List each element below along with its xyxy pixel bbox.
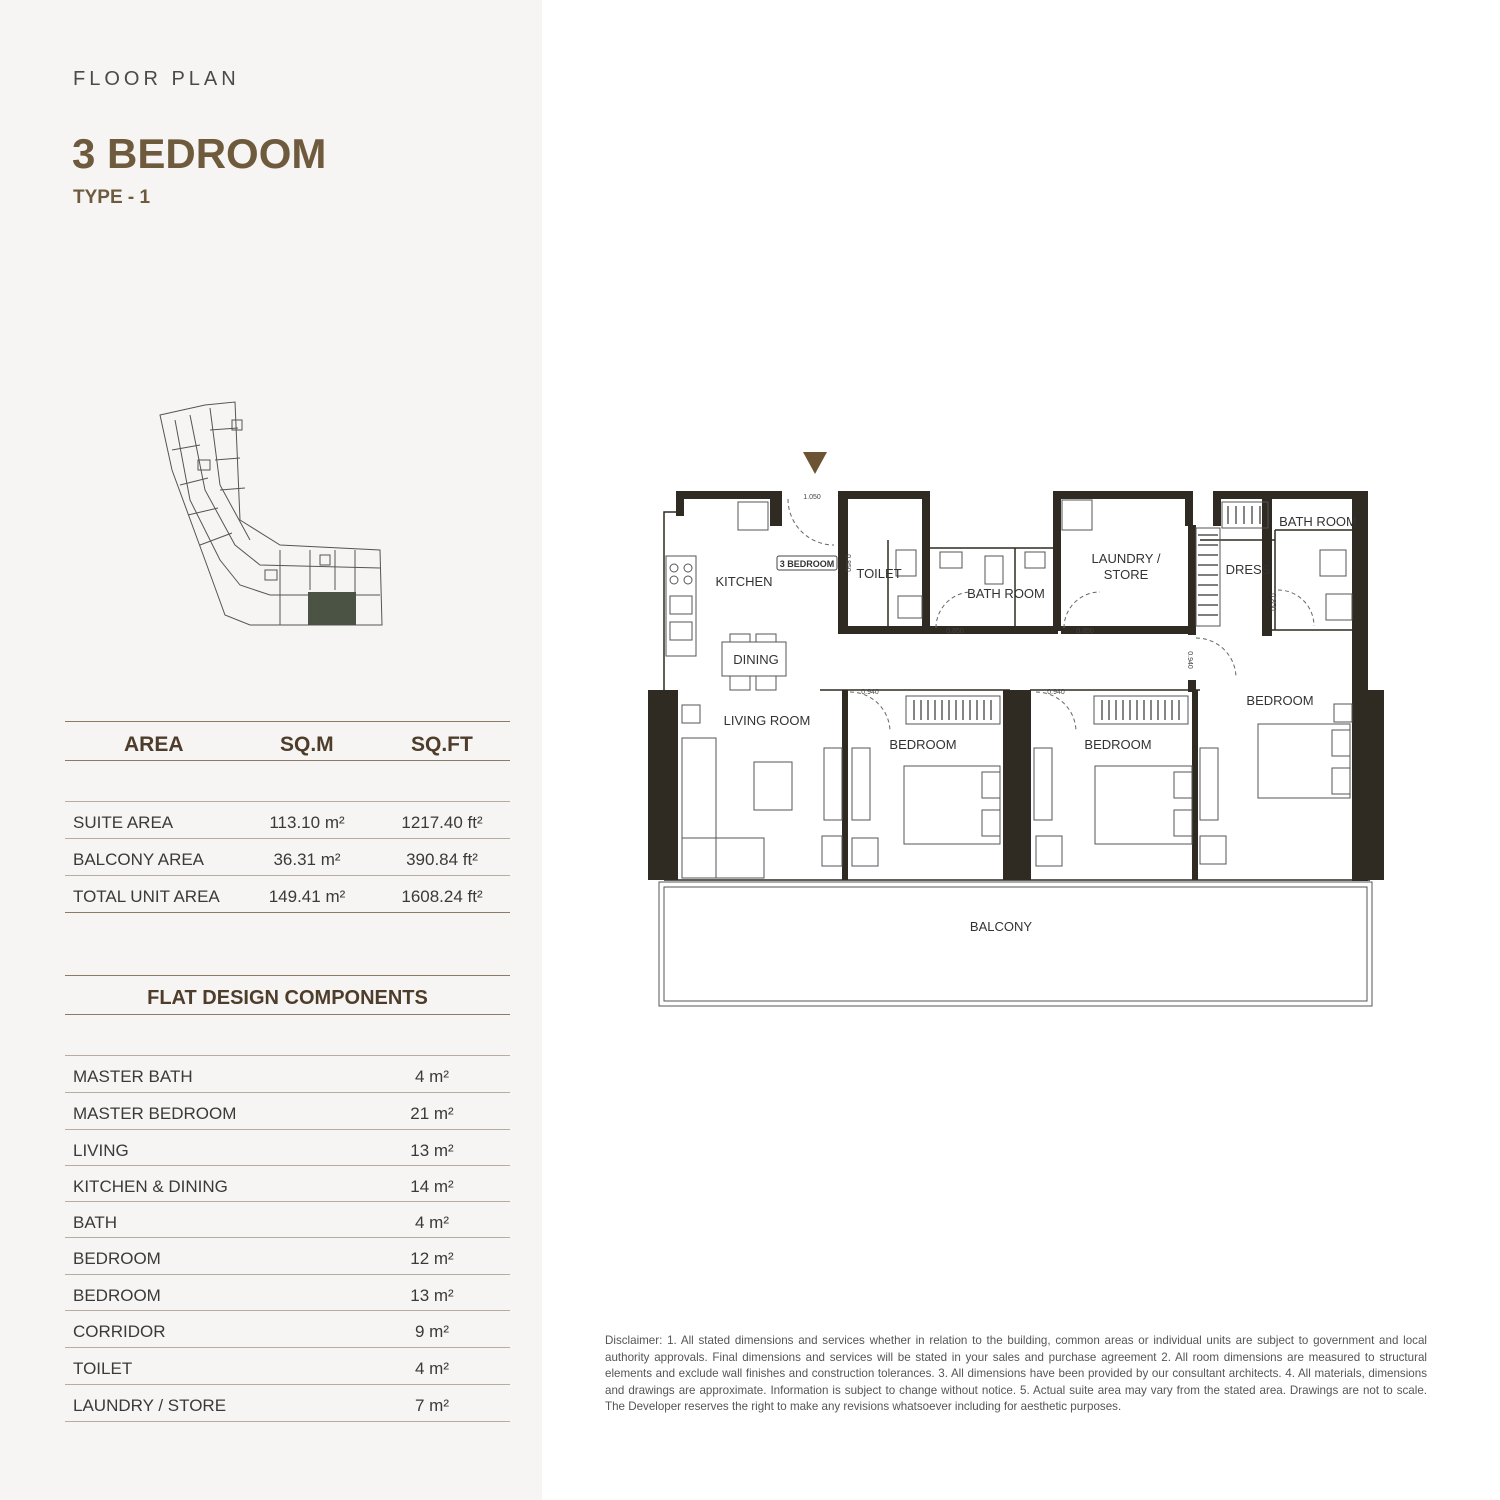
room-label-master-bath: BATH ROOM	[1279, 514, 1357, 529]
dim-entry: 1.050	[803, 494, 821, 501]
room-label-master-bedroom: BEDROOM	[1246, 693, 1314, 708]
divider	[65, 912, 510, 913]
component-label: BATH	[73, 1213, 118, 1232]
unit-type: TYPE - 1	[73, 187, 151, 208]
divider	[65, 1129, 510, 1130]
dim-toilet-door: 0.850	[844, 554, 851, 572]
divider	[65, 1092, 510, 1093]
room-label-toilet: TOILET	[856, 566, 902, 581]
area-row-label: TOTAL UNIT AREA	[73, 887, 220, 906]
component-value: 4 m²	[415, 1067, 449, 1086]
highlighted-unit	[308, 592, 356, 625]
header-area: AREA	[124, 733, 184, 756]
divider	[65, 838, 510, 839]
area-row-sqft: 1608.24 ft²	[401, 887, 483, 906]
divider	[65, 1165, 510, 1166]
room-label-living: LIVING ROOM	[723, 713, 811, 728]
area-row-sqm: 149.41 m²	[268, 887, 346, 906]
component-label: BEDROOM	[73, 1249, 161, 1268]
room-label-laundry: LAUNDRY /	[1091, 551, 1161, 566]
divider	[65, 1274, 510, 1275]
room-label-bath: BATH ROOM	[967, 586, 1045, 601]
unit-title: 3 BEDROOM	[72, 130, 327, 177]
divider	[65, 975, 510, 976]
divider	[65, 1384, 510, 1385]
disclaimer-text: Disclaimer: 1. All stated dimensions and services whether in relation to the building, common areas or individual units are subject to government and local authority approvals. Final dimensions and services will be stated in your sales and purchase agreement 2. All room dimensions are measured to structural elements and exclude wall finishes and construction tolerances. 3. All dimensions have been provided by our consultant architects. 4. All materials, dimensions and drawings are approximate. Information is subject to change without notice. 5. Actual suite area may vary from the stated area. Drawings are not to scale. The Developer reserves the right to make any revisions whatsoever including for aesthetic purposes.	[605, 1334, 1427, 1413]
walls	[648, 491, 1384, 881]
component-label: LAUNDRY / STORE	[73, 1396, 227, 1415]
component-label: TOILET	[73, 1359, 133, 1378]
divider	[65, 1310, 510, 1311]
components-title: FLAT DESIGN COMPONENTS	[147, 987, 428, 1009]
component-label: MASTER BATH	[73, 1067, 193, 1086]
component-value: 9 m²	[415, 1322, 449, 1341]
component-label: KITCHEN & DINING	[73, 1177, 228, 1196]
dim-bed2-door: 0.940	[1047, 689, 1065, 696]
area-row-sqm: 113.10 m²	[269, 813, 345, 832]
divider	[65, 760, 510, 761]
component-value: 4 m²	[415, 1359, 449, 1378]
room-label-bedroom-1: BEDROOM	[889, 737, 957, 752]
room-label-dress: DRESS	[1225, 562, 1271, 577]
component-value: 13 m²	[410, 1286, 454, 1305]
dim-bath-door: 0.850	[946, 628, 964, 635]
dim-dress-door: 0.850	[1269, 593, 1276, 611]
unit-tag-label: 3 BEDROOM	[779, 559, 835, 569]
dim-corridor-door: 0.940	[1186, 651, 1193, 669]
component-value: 14 m²	[410, 1177, 454, 1196]
divider	[65, 801, 510, 802]
entrance-marker-icon	[803, 452, 827, 474]
component-value: 21 m²	[410, 1104, 454, 1123]
area-row-label: BALCONY AREA	[73, 850, 205, 869]
room-label-bedroom-2: BEDROOM	[1084, 737, 1152, 752]
divider	[65, 1201, 510, 1202]
area-row-sqft: 1217.40 ft²	[401, 813, 483, 832]
component-label: LIVING	[73, 1141, 129, 1160]
divider	[65, 875, 510, 876]
room-label-dining: DINING	[733, 652, 779, 667]
key-plan	[150, 390, 390, 640]
floor-plan	[640, 445, 1400, 1025]
component-label: MASTER BEDROOM	[73, 1104, 237, 1123]
divider	[65, 1237, 510, 1238]
component-value: 12 m²	[410, 1249, 454, 1268]
dim-bed1-door: 0.940	[861, 689, 879, 696]
header-sqm: SQ.M	[280, 733, 334, 756]
component-label: CORRIDOR	[73, 1322, 166, 1341]
area-row-sqft: 390.84 ft²	[406, 850, 478, 869]
room-label-kitchen: KITCHEN	[715, 574, 773, 589]
divider	[65, 1347, 510, 1348]
divider	[65, 1014, 510, 1015]
divider	[65, 1421, 510, 1422]
area-row-sqm: 36.31 m²	[273, 850, 341, 869]
room-label-store: STORE	[1103, 567, 1149, 582]
area-row-label: SUITE AREA	[73, 813, 174, 832]
dim-laundry-door: 0.850	[1076, 628, 1094, 635]
room-label-balcony: BALCONY	[969, 919, 1033, 934]
component-value: 7 m²	[415, 1396, 449, 1415]
component-value: 4 m²	[415, 1213, 449, 1232]
eyebrow-label: FLOOR PLAN	[73, 68, 240, 90]
header-sqft: SQ.FT	[411, 733, 473, 756]
divider	[65, 721, 510, 722]
component-label: BEDROOM	[73, 1286, 161, 1305]
component-value: 13 m²	[410, 1141, 454, 1160]
divider	[65, 1055, 510, 1056]
